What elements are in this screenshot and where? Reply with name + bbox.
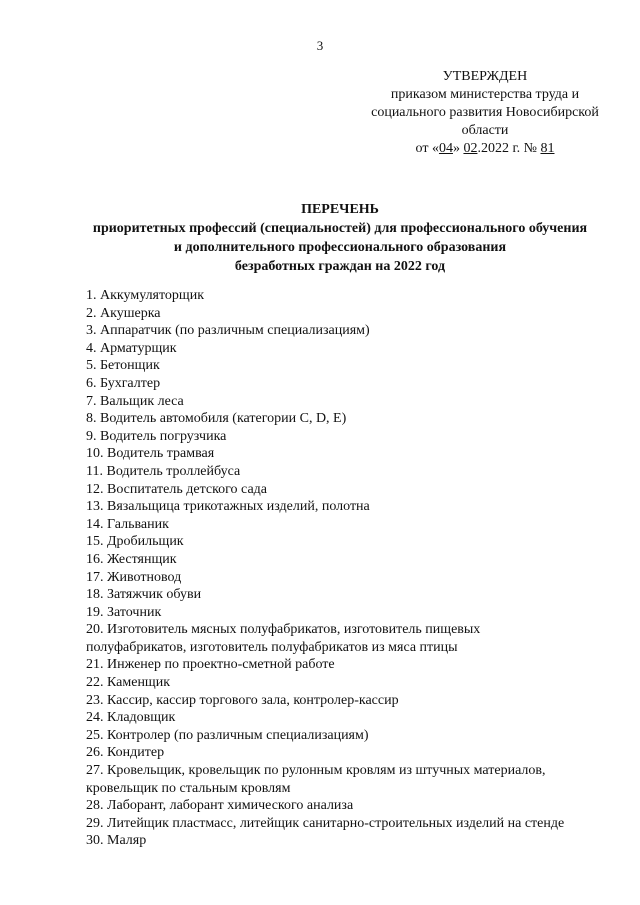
- approval-date-line: [355, 140, 615, 158]
- list-item: 8. Водитель автомобиля (категории C, D, E): [86, 411, 347, 427]
- list-item: 5. Бетонщик: [86, 358, 160, 374]
- list-item: 10. Водитель трамвая: [86, 446, 215, 462]
- list-item: 21. Инженер по проектно-сметной работе: [86, 657, 335, 673]
- approval-block: [355, 68, 615, 158]
- title-heading: ПЕРЕЧЕНЬ: [301, 202, 379, 217]
- list-item: 11. Водитель троллейбуса: [86, 463, 241, 479]
- order-number: 81: [540, 141, 555, 156]
- list-item: 18. Затяжчик обуви: [86, 587, 202, 603]
- title-line-3: безработных граждан на 2022 год: [234, 259, 446, 274]
- title-line-1: приоритетных профессий (специальностей) для профессионального обучения: [92, 221, 588, 236]
- list-item: 23. Кассир, кассир торгового зала, контролер-кассир: [86, 692, 399, 708]
- list-item: 20. Изготовитель мясных полуфабрикатов, изготовитель пищевых: [86, 622, 481, 638]
- list-item: 24. Кладовщик: [86, 710, 176, 726]
- list-item: 9. Водитель погрузчика: [86, 428, 227, 444]
- date-prefix: от «: [415, 141, 439, 156]
- approval-line-3: области: [461, 123, 509, 138]
- list-item: 7. Вальщик леса: [86, 393, 184, 409]
- approval-line-2: социального развития Новосибирской: [371, 105, 599, 120]
- approval-line-1: приказом министерства труда и: [390, 87, 580, 102]
- date-month: 02: [463, 141, 478, 156]
- list-item: 14. Гальваник: [86, 516, 169, 532]
- list-item: 4. Арматурщик: [86, 340, 177, 356]
- document-title: [70, 200, 610, 276]
- title-line-2: и дополнительного профессионального образования: [173, 240, 507, 255]
- list-item: 2. Акушерка: [86, 305, 161, 321]
- list-item: 17. Животновод: [86, 569, 182, 585]
- date-mid: »: [452, 141, 464, 156]
- approval-heading: УТВЕРЖДЕН: [442, 69, 528, 84]
- list-item: 19. Заточник: [86, 604, 162, 620]
- list-item: 6. Бухгалтер: [86, 375, 161, 391]
- page-number: 3: [316, 38, 324, 53]
- list-item: 30. Маляр: [86, 833, 147, 849]
- list-item: 29. Литейщик пластмасс, литейщик санитарно-строительных изделий на стенде: [86, 815, 565, 831]
- list-item: 16. Жестянщик: [86, 551, 177, 567]
- list-item: 12. Воспитатель детского сада: [86, 481, 267, 497]
- list-item: 15. Дробильщик: [86, 534, 184, 550]
- list-item: 25. Контролер (по различным специализациям): [86, 727, 369, 743]
- list-item: 28. Лаборант, лаборант химического анализа: [86, 798, 354, 814]
- date-suffix: .2022 г. №: [477, 141, 541, 156]
- list-item: 22. Каменщик: [86, 675, 171, 691]
- date-day: 04: [438, 141, 453, 156]
- list-item-continuation: кровельщик по стальным кровлям: [86, 780, 291, 796]
- list-item: 1. Аккумуляторщик: [86, 288, 205, 303]
- professions-list: [86, 287, 616, 850]
- list-item: 26. Кондитер: [86, 745, 165, 761]
- list-item: 3. Аппаратчик (по различным специализациям): [86, 323, 370, 339]
- list-item: 13. Вязальщица трикотажных изделий, полотна: [86, 499, 370, 515]
- list-item-continuation: полуфабрикатов, изготовитель полуфабрикатов из мяса птицы: [86, 639, 458, 655]
- list-item: 27. Кровельщик, кровельщик по рулонным кровлям из штучных материалов,: [86, 763, 546, 779]
